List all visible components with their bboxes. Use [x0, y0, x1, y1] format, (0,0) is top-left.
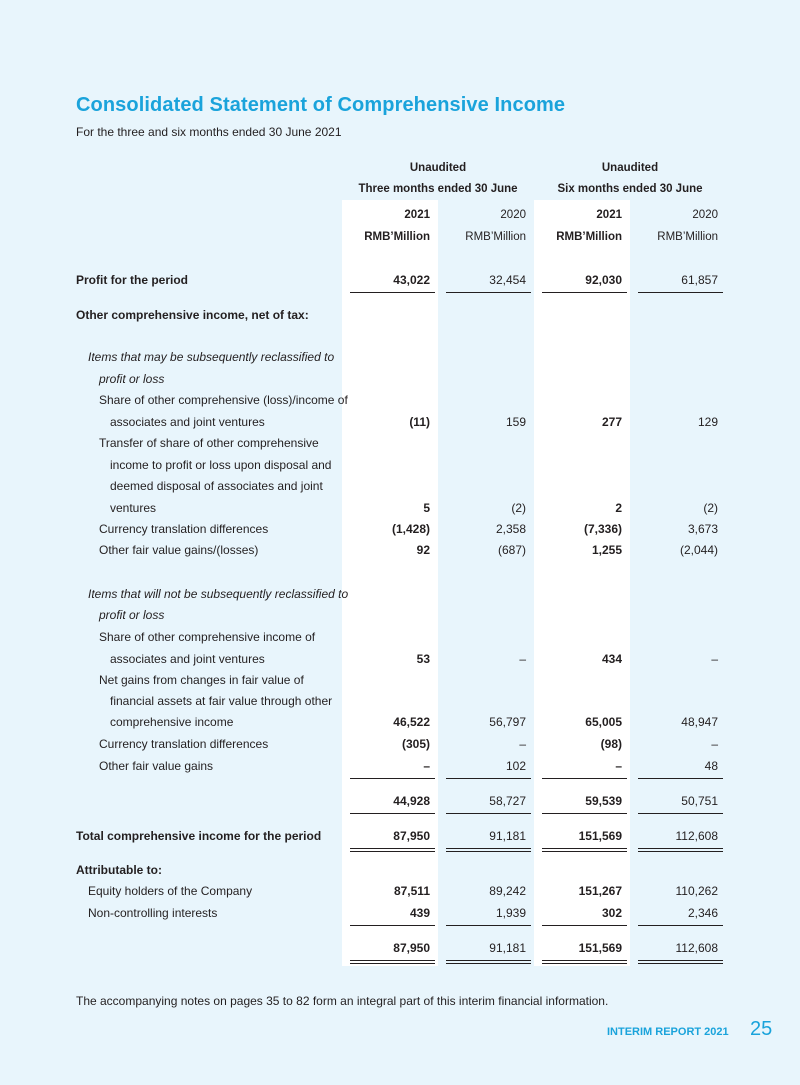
row-total-comprehensive-income — [0, 825, 800, 847]
row-label: Other comprehensive income, net of tax: — [76, 308, 309, 322]
value-cell: – — [534, 755, 630, 777]
row-label: profit or loss — [99, 608, 165, 622]
row-label: income to profit or loss upon disposal and — [110, 458, 332, 472]
value-cell: (2,044) — [679, 543, 718, 557]
value-cell: 159 — [505, 415, 526, 429]
row-label: Transfer of share of other comprehensive — [99, 436, 319, 450]
row-label: Items that will not be subsequently reclassified to — [88, 587, 349, 601]
group-status-six-months: Unaudited — [601, 162, 659, 174]
row-label: financial assets at fair value through other — [110, 694, 333, 708]
value-cell: 61,857 — [630, 269, 726, 291]
value-cell: 32,454 — [438, 269, 534, 291]
page-title: Consolidated Statement of Comprehensive Income — [76, 94, 566, 116]
column-unit: RMB’Million — [556, 231, 622, 243]
value-cell: – — [519, 737, 526, 751]
row-label: associates and joint ventures — [110, 415, 265, 429]
value-cell: 87,950 — [342, 937, 438, 959]
row-label: Attributable to: — [76, 863, 162, 877]
value-cell: 91,181 — [438, 825, 534, 847]
row-line-item — [0, 733, 800, 755]
value-cell: 3,673 — [687, 522, 718, 536]
value-cell: – — [342, 755, 438, 777]
row-line-item — [0, 648, 800, 670]
group-status-three-months: Unaudited — [409, 162, 467, 174]
page-number: 25 — [750, 1018, 773, 1040]
value-cell: 91,181 — [438, 937, 534, 959]
value-cell: (1,428) — [391, 522, 430, 536]
value-cell: (11) — [409, 415, 430, 429]
value-cell: 151,569 — [534, 937, 630, 959]
value-cell: 46,522 — [393, 715, 430, 729]
header-year-row — [0, 204, 800, 226]
row-label: comprehensive income — [110, 715, 234, 729]
value-cell: 59,539 — [534, 790, 630, 812]
row-label: Share of other comprehensive income of — [99, 630, 316, 644]
group-period-six-months: Six months ended 30 June — [557, 183, 703, 195]
row-line-item — [0, 475, 800, 497]
value-cell: 112,608 — [630, 937, 726, 959]
value-cell: 48 — [630, 755, 726, 777]
value-cell: 1,939 — [438, 902, 534, 924]
value-cell: 87,511 — [393, 884, 430, 898]
value-cell: 151,267 — [578, 884, 622, 898]
value-cell: 48,947 — [681, 715, 718, 729]
row-profit-for-period — [0, 269, 800, 291]
row-section-heading — [0, 859, 800, 881]
row-line-item — [0, 454, 800, 476]
column-unit: RMB’Million — [657, 231, 718, 243]
page-subtitle: For the three and six months ended 30 June 2021 — [76, 125, 342, 139]
value-cell: 87,950 — [342, 825, 438, 847]
row-label: Other fair value gains/(losses) — [99, 543, 259, 557]
row-line-item — [0, 755, 800, 777]
row-subsection-heading — [0, 583, 800, 605]
value-cell: 102 — [438, 755, 534, 777]
value-cell: 56,797 — [489, 715, 526, 729]
value-cell: 302 — [534, 902, 630, 924]
row-line-item — [0, 669, 800, 691]
value-cell: – — [711, 737, 718, 751]
value-cell: 129 — [697, 415, 718, 429]
row-label: ventures — [110, 501, 157, 515]
header-unit-row — [0, 226, 800, 248]
value-cell: 110,262 — [675, 884, 718, 898]
row-line-item — [0, 518, 800, 540]
row-label: Total comprehensive income for the period — [76, 829, 322, 843]
value-cell: 65,005 — [585, 715, 622, 729]
column-year: 2020 — [500, 209, 526, 221]
value-cell: 58,727 — [438, 790, 534, 812]
row-label: Currency translation differences — [99, 737, 269, 751]
value-cell: 44,928 — [342, 790, 438, 812]
value-cell: 1,255 — [591, 543, 622, 557]
row-subsection-heading — [0, 604, 800, 626]
row-label: Profit for the period — [76, 273, 188, 287]
row-line-item — [0, 389, 800, 411]
value-cell: 151,569 — [534, 825, 630, 847]
value-cell: 92 — [416, 543, 430, 557]
report-footer: INTERIM REPORT 2021 — [607, 1026, 729, 1038]
row-subtotal — [0, 790, 800, 812]
column-year: 2020 — [692, 209, 718, 221]
row-attributable-total — [0, 937, 800, 959]
row-line-item — [0, 711, 800, 733]
value-cell: 5 — [423, 501, 430, 515]
value-cell: 112,608 — [630, 825, 726, 847]
row-label: Items that may be subsequently reclassified to — [88, 350, 335, 364]
row-line-item — [0, 539, 800, 561]
row-line-item — [0, 432, 800, 454]
row-label: profit or loss — [99, 372, 165, 386]
value-cell: 50,751 — [630, 790, 726, 812]
row-label: Equity holders of the Company — [88, 884, 253, 898]
value-cell: – — [711, 652, 718, 666]
value-cell: – — [519, 652, 526, 666]
value-cell: (305) — [401, 737, 430, 751]
row-line-item — [0, 880, 800, 902]
row-line-item — [0, 902, 800, 924]
row-label: Non-controlling interests — [88, 906, 218, 920]
value-cell: 89,242 — [489, 884, 526, 898]
value-cell: (2) — [511, 501, 526, 515]
value-cell: 277 — [601, 415, 622, 429]
row-label: Other fair value gains — [99, 759, 214, 773]
column-year: 2021 — [404, 209, 430, 221]
value-cell: 2,346 — [630, 902, 726, 924]
column-unit: RMB’Million — [465, 231, 526, 243]
row-line-item — [0, 411, 800, 433]
value-cell: 43,022 — [342, 269, 438, 291]
column-unit: RMB’Million — [364, 231, 430, 243]
row-label: Net gains from changes in fair value of — [99, 673, 304, 687]
row-section-heading — [0, 304, 800, 326]
column-year: 2021 — [596, 209, 622, 221]
group-period-three-months: Three months ended 30 June — [358, 183, 518, 195]
row-label: associates and joint ventures — [110, 652, 265, 666]
row-label: deemed disposal of associates and joint — [110, 479, 323, 493]
row-line-item — [0, 626, 800, 648]
row-line-item — [0, 497, 800, 519]
value-cell: (98) — [600, 737, 622, 751]
value-cell: 53 — [416, 652, 430, 666]
value-cell: 2 — [615, 501, 622, 515]
value-cell: 439 — [342, 902, 438, 924]
value-cell: 2,358 — [495, 522, 526, 536]
row-label: Currency translation differences — [99, 522, 269, 536]
value-cell: (7,336) — [583, 522, 622, 536]
value-cell: 92,030 — [534, 269, 630, 291]
row-subsection-heading — [0, 368, 800, 390]
value-cell: 434 — [601, 652, 622, 666]
value-cell: (687) — [497, 543, 526, 557]
footnote: The accompanying notes on pages 35 to 82 form an integral part of this interim financial information. — [76, 994, 609, 1008]
row-line-item — [0, 690, 800, 712]
row-subsection-heading — [0, 346, 800, 368]
value-cell: (2) — [703, 501, 718, 515]
row-label: Share of other comprehensive (loss)/income of — [99, 393, 348, 407]
